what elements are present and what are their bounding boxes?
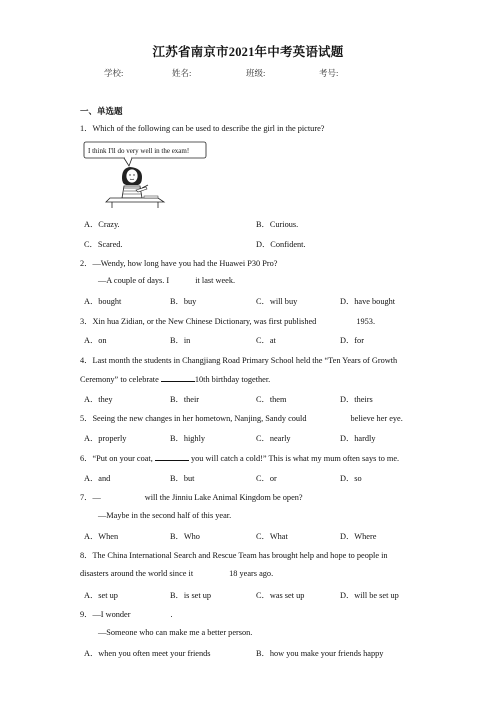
question-9-reply: —Someone who can make me a better person.	[98, 628, 253, 637]
q8-option-a[interactable]: A．set up	[84, 591, 118, 600]
q5-stem-part1: 5．Seeing the new changes in her hometown, Nanjing, Sandy could	[80, 414, 307, 423]
section-heading: 一、单选题	[80, 106, 123, 116]
q3-stem-part1: 3．Xin hua Zidian, or the New Chinese Dictionary, was first published	[80, 317, 317, 326]
q1-option-c[interactable]: C．Scared.	[84, 240, 123, 249]
question-2-reply	[98, 276, 235, 285]
q9-stem-part1: 9．—I wonder	[80, 610, 131, 619]
q2-reply-part2: it last week.	[195, 276, 236, 285]
q5-option-a[interactable]: A．properly	[84, 434, 127, 443]
question-4-line2	[80, 373, 270, 384]
question-5-stem	[80, 412, 403, 424]
q6-stem-part1: 6．“Put on your coat,	[80, 454, 153, 463]
field-class: 班级:	[246, 68, 266, 78]
q8-option-b[interactable]: B．is set up	[170, 591, 212, 600]
question-1-stem: 1．Which of the following can be used to describe the girl in the picture?	[80, 124, 325, 133]
q3-stem-part2: 1953.	[356, 317, 376, 326]
q4-line2-part1: Ceremony” to celebrate	[80, 375, 159, 384]
q7-option-b[interactable]: B．Who	[170, 532, 200, 541]
q1-option-b[interactable]: B．Curious.	[256, 220, 299, 229]
q6-option-c[interactable]: C．or	[256, 474, 277, 483]
girl-picture-icon	[80, 140, 210, 208]
q1-option-a[interactable]: A．Crazy.	[84, 220, 120, 229]
q2-reply-part1: —A couple of days. I	[98, 276, 170, 285]
q6-option-d[interactable]: D．so	[340, 474, 362, 483]
q9-option-a[interactable]: A．when you often meet your friends	[84, 649, 211, 658]
q4-answer-blank	[161, 373, 195, 382]
q9-stem-part2: .	[170, 610, 173, 619]
q3-option-b[interactable]: B．in	[170, 336, 191, 345]
question-7-stem	[80, 491, 303, 503]
q7-option-d[interactable]: D．Where	[340, 532, 377, 541]
question-2-stem: 2．—Wendy, how long have you had the Huawei P30 Pro?	[80, 259, 278, 268]
q5-option-b[interactable]: B．highly	[170, 434, 206, 443]
q2-option-b[interactable]: B．buy	[170, 297, 197, 306]
q6-option-b[interactable]: B．but	[170, 474, 195, 483]
field-exam-number: 考号:	[319, 68, 339, 78]
q5-option-d[interactable]: D．hardly	[340, 434, 376, 443]
q4-option-a[interactable]: A．they	[84, 395, 113, 404]
q7-option-c[interactable]: C．What	[256, 532, 288, 541]
q4-option-c[interactable]: C．them	[256, 395, 287, 404]
page-title: 江苏省南京市2021年中考英语试题	[152, 45, 344, 59]
q7-stem-part1: 7．—	[80, 493, 101, 502]
question-7-reply: —Maybe in the second half of this year.	[98, 511, 232, 520]
q3-option-d[interactable]: D．for	[340, 336, 364, 345]
q6-option-a[interactable]: A．and	[84, 474, 111, 483]
question-4-line1: 4．Last month the students in Changjiang Road Primary School held the “Ten Years of Growth	[80, 356, 398, 365]
q7-option-a[interactable]: A．When	[84, 532, 119, 541]
q2-option-c[interactable]: C．will buy	[256, 297, 298, 306]
question-3-stem	[80, 315, 375, 327]
q8-option-d[interactable]: D．will be set up	[340, 591, 399, 600]
q1-option-d[interactable]: D．Confident.	[256, 240, 306, 249]
q5-option-c[interactable]: C．nearly	[256, 434, 291, 443]
speech-bubble-text: I think I'll do very well in the exam!	[88, 147, 190, 155]
q6-stem-part2: you will catch a cold!” This is what my mum often says to me.	[190, 454, 400, 463]
q4-line2-part2: 10th birthday together.	[194, 375, 271, 384]
question-6-stem	[80, 452, 399, 464]
q9-option-b[interactable]: B．how you make your friends happy	[256, 649, 384, 658]
q3-option-c[interactable]: C．at	[256, 336, 276, 345]
q5-stem-part2: believe her eye.	[350, 414, 403, 423]
q8-option-c[interactable]: C．was set up	[256, 591, 305, 600]
girl-illustration	[80, 140, 210, 208]
q7-stem-part2: will the Jinniu Lake Animal Kingdom be open?	[144, 493, 303, 502]
q8-line2-part1: disasters around the world since it	[80, 569, 194, 578]
q6-answer-blank	[155, 452, 189, 461]
field-school: 学校:	[104, 68, 124, 78]
q2-option-d[interactable]: D．have bought	[340, 297, 396, 306]
q4-option-b[interactable]: B．their	[170, 395, 200, 404]
field-name: 姓名:	[172, 68, 192, 78]
q3-option-a[interactable]: A．on	[84, 336, 107, 345]
question-8-line1: 8．The China International Search and Rescue Team has brought help and hope to people in	[80, 551, 388, 560]
q8-line2-part2: 18 years ago.	[229, 569, 274, 578]
question-9-stem	[80, 608, 173, 620]
question-8-line2	[80, 569, 273, 578]
q4-option-d[interactable]: D．theirs	[340, 395, 373, 404]
q2-option-a[interactable]: A．bought	[84, 297, 122, 306]
